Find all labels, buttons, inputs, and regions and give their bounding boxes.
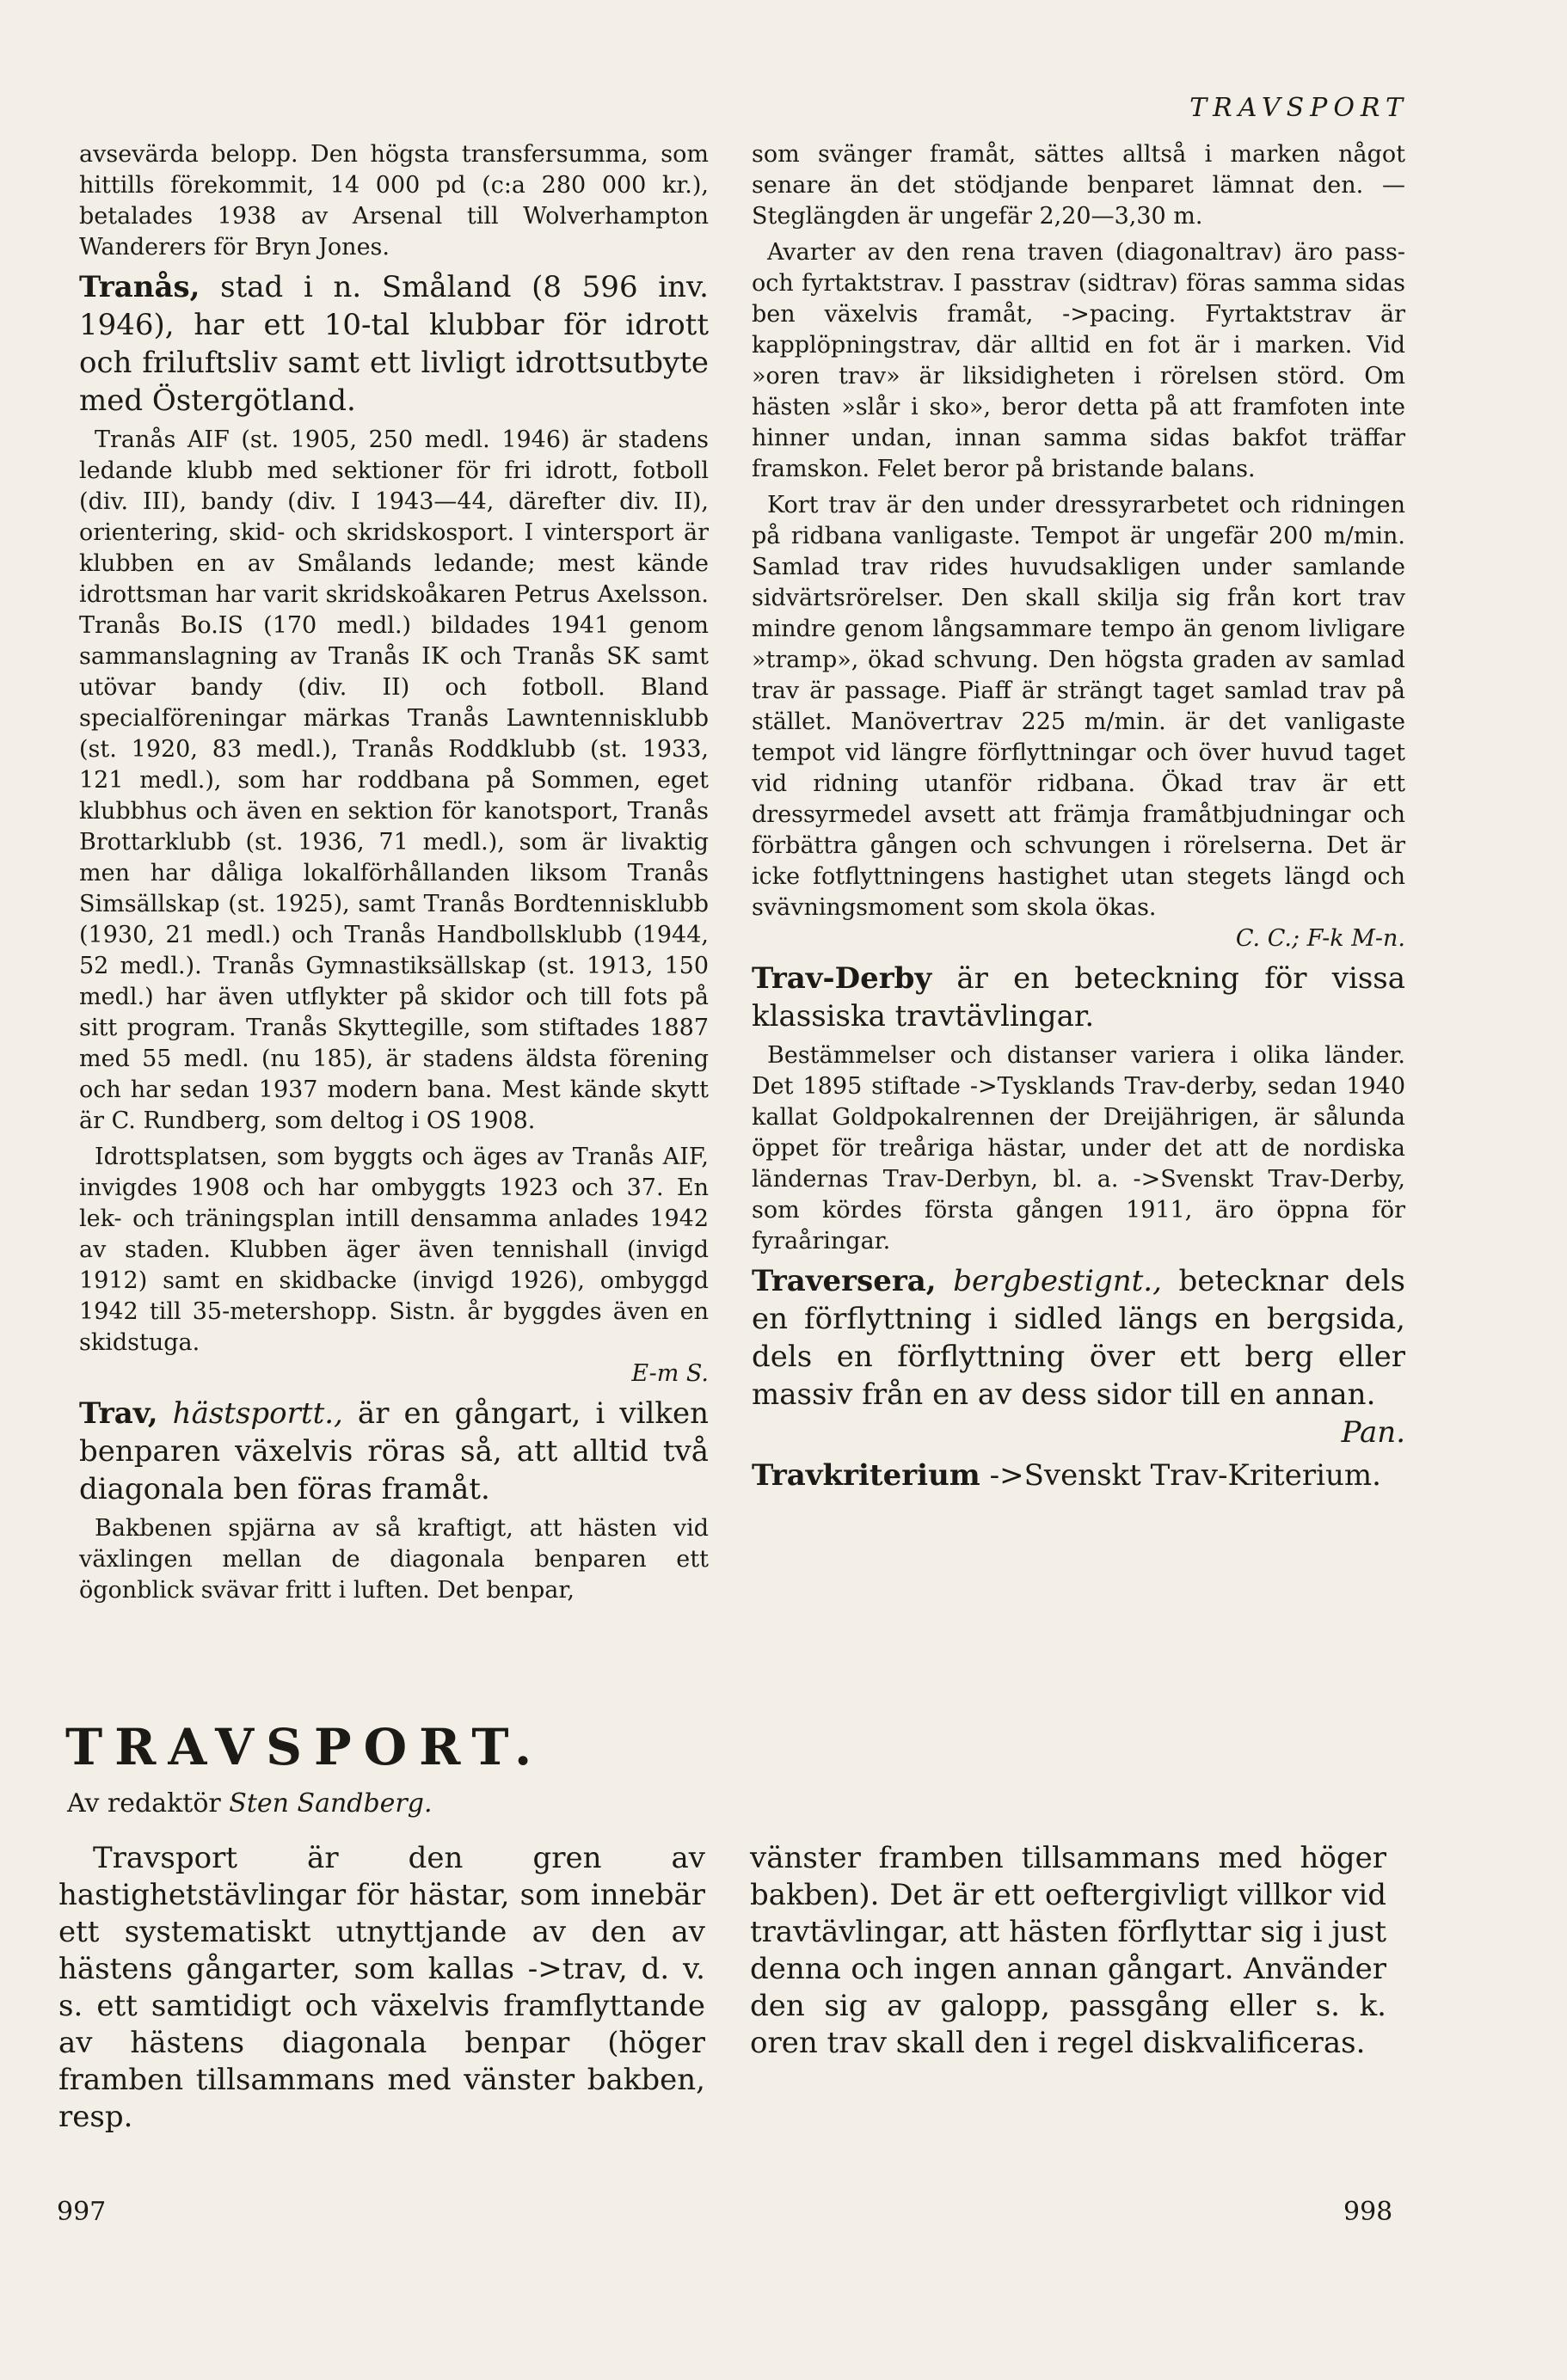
trav-detail-paragraph: Bakbenen spjärna av så kraftigt, att hästen vid växlingen mellan de diagonala benparen ett ögonblick svävar fritt i luften. Det benpar,	[79, 1515, 709, 1604]
traversera-headword: Traversera,	[752, 1264, 937, 1298]
trav-derby-headword: Trav-Derby	[752, 961, 932, 996]
page-number-left: 997	[57, 2197, 107, 2227]
signature-pan: Pan.	[1341, 1415, 1405, 1450]
tranas-facilities-paragraph	[79, 1142, 709, 1389]
right-column	[752, 139, 1405, 1500]
trav-derby-entry	[752, 960, 1405, 1035]
trav-derby-detail: Bestämmelser och distanser variera i olika länder. Det 1895 stiftade ->Tysklands Trav-derby, sedan 1940 kallat Goldpokalrennen der Dreijährigen, är sålunda öppet för treåriga hästar, under det att de nordiska ländernas Trav-Derbyn, bl. a. ->Svenskt Trav-Derby, som kördes första gången 1911, äro öppna för fyraåringar.	[752, 1042, 1405, 1254]
page-number-right: 998	[1343, 2197, 1393, 2227]
trav-category: hästsportt.,	[157, 1396, 343, 1431]
trav-derby-definition: är en beteckning för vissa klassiska travtävlingar.	[752, 961, 1405, 1034]
article-continued-paragraph: vänster framben tillsammans med höger bakben). Det är ett oeftergivligt villkor vid travtävlingar, att hästen förflyttar sig i just denna och ingen annan gångart. Använder den sig av galopp, passgång eller s. k. oren trav skall den i regel diskvalificeras.	[750, 1841, 1386, 2060]
signature-cc-fkmn: C. C.; F-k M-n.	[1235, 925, 1405, 952]
tranas-headword: Tranås,	[79, 270, 200, 304]
trav-headword: Trav,	[79, 1396, 158, 1431]
tranas-clubs-paragraph: Tranås AIF (st. 1905, 250 medl. 1946) är stadens ledande klubb med sektioner för fri idrott, fotboll (div. III), bandy (div. I 1943—44, därefter div. II), orientering, skid- och skridskosport. I vintersport är klubben en av Smålands ledande; mest kände idrottsman har varit skridskoåkaren Petrus Axelsson. Tranås Bo.IS (170 medl.) bildades 1941 genom sammanslagning av Tranås IK och Tranås SK samt utövar bandy (div. II) och fotboll. Bland specialföreningar märkas Tranås Lawntennisklubb (st. 1920, 83 medl.), Tranås Roddklubb (st. 1933, 121 medl.), som har roddbana på Sommen, eget klubbhus och även en sektion för kanotsport, Tranås Brottarklubb (st. 1936, 71 medl.), som är livaktig men har dåliga lokalförhållanden liksom Tranås Simsällskap (st. 1925), samt Tranås Bordtennisklubb (1930, 21 medl.) och Tranås Handbollsklubb (1944, 52 medl.). Tranås Gymnastiksällskap (st. 1913, 150 medl.) har även utflykter på skidor och till fots på sitt program. Tranås Skyttegille, som stiftades 1887 med 55 medl. (nu 185), är stadens äldsta förening och har sedan 1937 modern bana. Mest kände skytt är C. Rundberg, som deltog i OS 1908.	[79, 426, 709, 1134]
article-left-column	[58, 1840, 705, 2136]
traversera-entry	[752, 1262, 1405, 1451]
trav-definition: är en gångart, i vilken benparen växelvis röras så, att alltid två diagonala ben föras framåt.	[79, 1396, 709, 1506]
trav-types-text: Kort trav är den under dressyrarbetet och ridningen på ridbana vanligaste. Tempot är ungefär 200 m/min. Samlad trav rides huvudsakligen under samlande sidvärtsrörelser. Den skall skilja sig från kort trav mindre genom långsammare tempo än genom livligare »tramp», ökad schvung. Den högsta graden av samlad trav är passage. Piaff är strängt taget samlad trav på stället. Manövertrav 225 m/min. är det vanligaste tempot vid längre förflyttningar och över huvud taget vid ridning utanför ridbana. Ökad trav är ett dressyrmedel avsett att främja framåtbjudningar och förbättra gången och schvungen i rörelserna. Det är icke fotflyttningens hastighet utan stegets längd och svävningsmoment som skola ökas.	[752, 492, 1405, 921]
trav-continued-paragraph: som svänger framåt, sättes alltså i marken något senare än det stödjande benparet lämnat den. — Steglängden är ungefär 2,20—3,30 m.	[752, 141, 1405, 230]
byline-author: Sten Sandberg.	[229, 1788, 433, 1819]
travkriterium-headword: Travkriterium	[752, 1458, 980, 1493]
article-title: TRAVSPORT.	[65, 1718, 544, 1776]
traversera-definition: betecknar dels en förflyttning i sidled längs en bergsida, dels en förflyttning över ett berg eller massiv från en av dess sidor till en annan.	[752, 1264, 1406, 1412]
trav-entry	[79, 1395, 709, 1508]
left-column	[79, 139, 709, 1611]
tranas-entry	[79, 268, 709, 420]
byline-prefix: Av redaktör	[67, 1788, 230, 1819]
travkriterium-reference: ->Svenskt Trav-Kriterium.	[980, 1458, 1381, 1493]
trav-variants-paragraph: Avarter av den rena traven (diagonaltrav) äro pass- och fyrtaktstrav. I passtrav (sidtrav) föras samma sidas ben växelvis framåt, ->pacing. Fyrtaktstrav är kapplöpningstrav, där alltid en fot är i marken. Vid »oren trav» är liksidigheten i rörelsen störd. Om hästen »slår i sko», beror detta på att framfoten inte hinner undan, innan samma sidas bakfot träffar framskon. Felet beror på bristande balans.	[752, 239, 1405, 482]
transfer-paragraph: avsevärda belopp. Den högsta transfersumma, som hittills förekommit, 14 000 pd (c:a 280 000 kr.), betalades 1938 av Arsenal till Wolverhampton Wanderers för Bryn Jones.	[79, 141, 709, 261]
article-right-column	[750, 1840, 1386, 2062]
article-intro-paragraph: Travsport är den gren av hastighetstävlingar för hästar, som innebär ett systematiskt utnyttjande av den av hästens gångarter, som kallas ->trav, d. v. s. ett samtidigt och växelvis framflyttande av hästens diagonala benpar (höger framben tillsammans med vänster bakben, resp.	[58, 1841, 705, 2134]
facilities-text: Idrottsplatsen, som byggts och äges av Tranås AIF, invigdes 1908 och har ombyggts 1923 och 37. En lek- och träningsplan intill densamma anlades 1942 av staden. Klubben äger även tennishall (invigd 1912) samt en skidbacke (invigd 1926), ombyggd 1942 till 35-metershopp. Sistn. år byggdes även en skidstuga.	[79, 1144, 709, 1356]
traversera-category: bergbestignt.,	[936, 1264, 1162, 1298]
tranas-definition: stad i n. Småland (8 596 inv. 1946), har ett 10-tal klubbar för idrott och friluftsliv samt ett livligt idrottsutbyte med Östergötland.	[79, 270, 709, 418]
signature-ems: E-m S.	[631, 1360, 709, 1387]
trav-types-paragraph	[752, 490, 1405, 954]
travkriterium-entry	[752, 1457, 1405, 1494]
running-head: TRAVSPORT	[1189, 93, 1409, 123]
article-byline	[67, 1788, 433, 1819]
